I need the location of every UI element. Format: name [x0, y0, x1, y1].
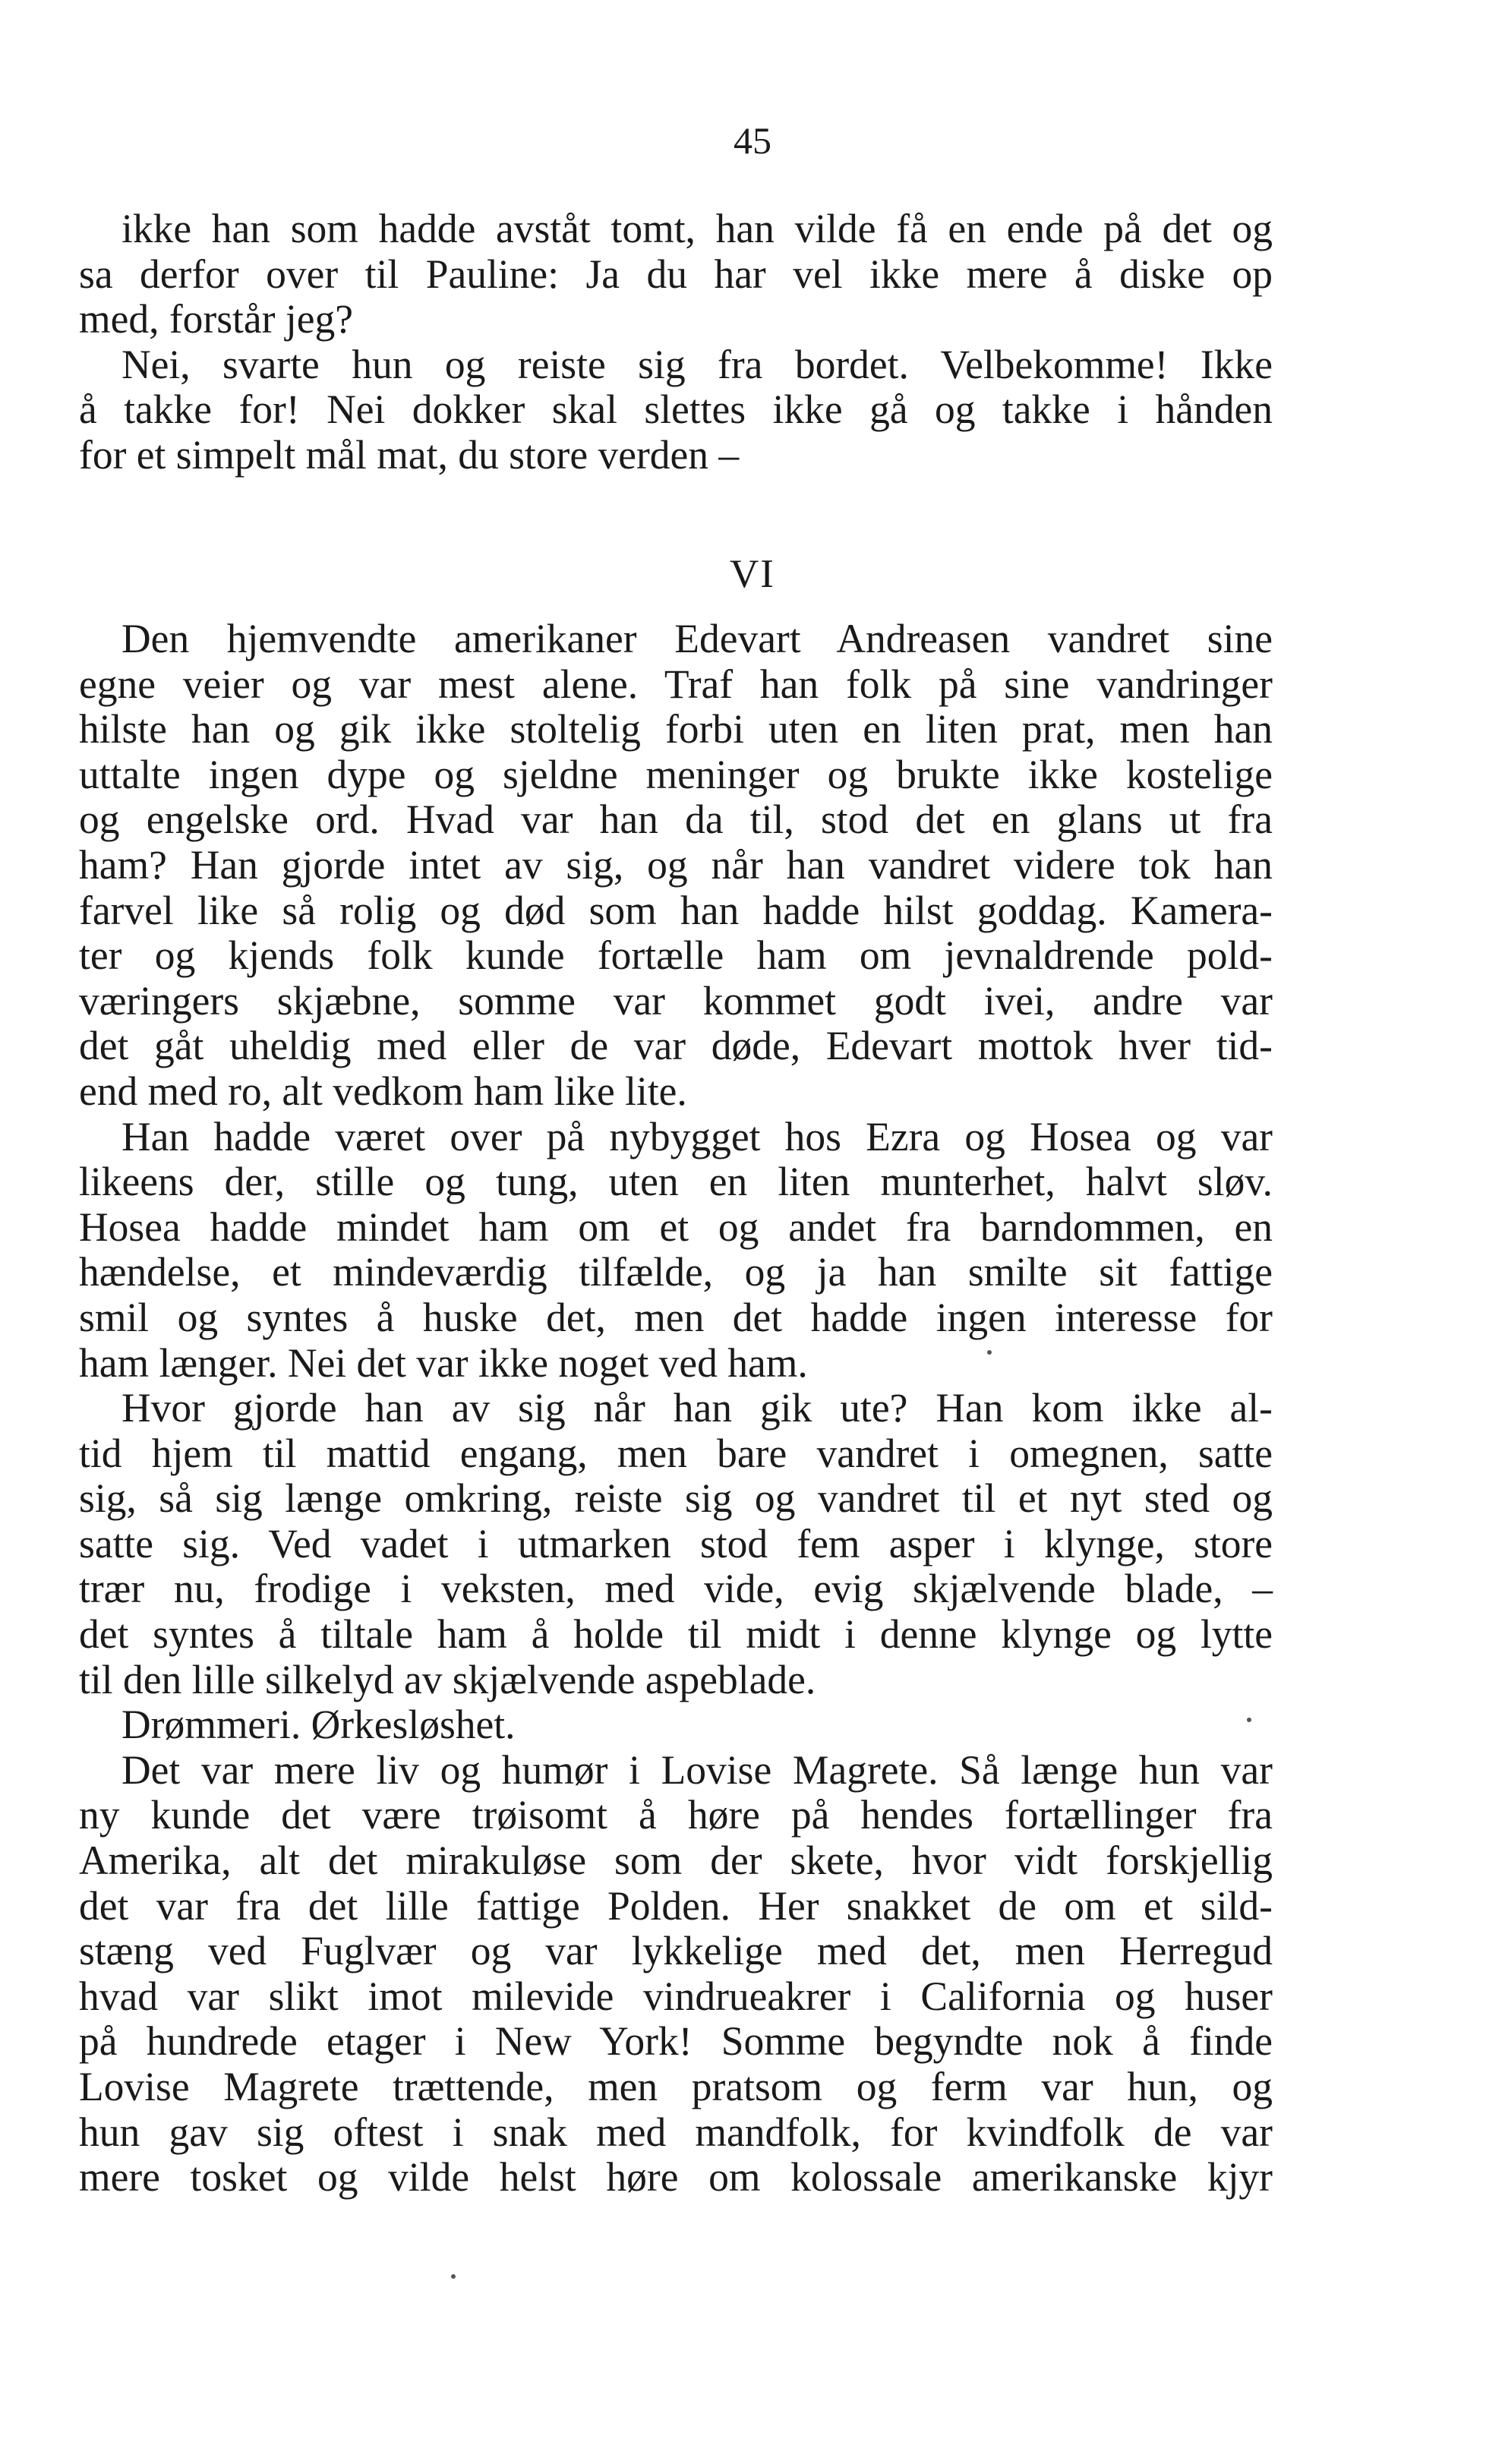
text-line: Amerika, alt det mirakuløse som der skete, hvor vidt forskjellig	[79, 1838, 1273, 1884]
print-speck	[1247, 1718, 1251, 1722]
text-line: hun gav sig oftest i snak med mandfolk, for kvindfolk de var	[79, 2109, 1273, 2155]
text-line: og engelske ord. Hvad var han da til, stod det en glans ut fra	[79, 797, 1273, 843]
text-line: hændelse, et mindeværdig tilfælde, og ja han smilte sit fattige	[79, 1249, 1273, 1295]
text-line: ham længer. Nei det var ikke noget ved ham.	[79, 1339, 808, 1386]
text-line: hilste han og gik ikke stoltelig forbi uten en liten prat, men han	[79, 706, 1273, 752]
text-line: det var fra det lille fattige Polden. Her snakket de om et sild-	[79, 1882, 1273, 1929]
text-line: ter og kjends folk kunde fortælle ham om jevnaldrende pold-	[79, 932, 1273, 979]
text-line: Hosea hadde mindet ham om et og andet fra barndommen, en	[79, 1204, 1273, 1250]
text-block-top	[79, 207, 1273, 478]
text-line: det syntes å tiltale ham å holde til midt i denne klynge og lytte	[79, 1611, 1273, 1658]
text-line: Den hjemvendte amerikaner Edevart Andreasen vandret sine	[121, 616, 1273, 661]
text-line: å takke for! Nei dokker skal slettes ikke gå og takke i hånden	[79, 386, 1273, 433]
text-line: sig, så sig længe omkring, reiste sig og vandret til et nyt sted og	[79, 1475, 1273, 1522]
text-line: til den lille silkelyd av skjælvende aspeblade.	[79, 1656, 816, 1702]
text-line: ny kunde det være trøisomt å høre på hendes fortællinger fra	[79, 1792, 1273, 1838]
text-line: det gåt uheldig med eller de var døde, Edevart mottok hver tid-	[79, 1023, 1273, 1069]
text-line: end med ro, alt vedkom ham like lite.	[79, 1068, 687, 1114]
page-number: 45	[734, 119, 771, 162]
text-line: ikke han som hadde avståt tomt, han vilde få en ende på det og	[121, 206, 1273, 251]
text-line: Hvor gjorde han av sig når han gik ute? Han kom ikke al-	[121, 1385, 1273, 1431]
chapter-heading: VI	[730, 552, 775, 596]
text-line: på hundrede etager i New York! Somme begyndte nok å finde	[79, 2018, 1273, 2065]
text-line: stæng ved Fuglvær og var lykkelige med det, men Herregud	[79, 1928, 1273, 1974]
text-block-main	[79, 617, 1273, 2201]
text-line: egne veier og var mest alene. Traf han folk på sine vandringer	[79, 661, 1273, 707]
text-line: satte sig. Ved vadet i utmarken stod fem asper i klynge, store	[79, 1520, 1273, 1566]
print-speck	[987, 1350, 992, 1355]
text-line: for et simpelt mål mat, du store verden –	[79, 431, 740, 478]
text-line: tid hjem til mattid engang, men bare vandret i omegnen, satte	[79, 1430, 1273, 1476]
text-line: Han hadde været over på nybygget hos Ezra og Hosea og var	[121, 1113, 1273, 1159]
text-line: væringers skjæbne, somme var kommet godt ivei, andre var	[79, 977, 1273, 1024]
text-line: Nei, svarte hun og reiste sig fra bordet. Velbekomme! Ikke	[121, 341, 1273, 387]
text-line: Det var mere liv og humør i Lovise Magrete. Så længe hun var	[121, 1746, 1273, 1793]
print-speck	[451, 2274, 456, 2279]
text-line: uttalte ingen dype og sjeldne meninger og brukte ikke kostelige	[79, 751, 1273, 797]
text-line: trær nu, frodige i veksten, med vide, evig skjælvende blade, –	[79, 1566, 1273, 1612]
text-line: Drømmeri. Ørkesløshet.	[121, 1702, 516, 1748]
text-line: mere tosket og vilde helst høre om kolossale amerikanske kjyr	[79, 2154, 1273, 2201]
text-line: med, forstår jeg?	[79, 296, 353, 342]
text-line: Lovise Magrete trættende, men pratsom og ferm var hun, og	[79, 2064, 1273, 2109]
text-line: smil og syntes å huske det, men det hadde ingen interesse for	[79, 1294, 1273, 1340]
text-line: hvad var slikt imot milevide vindrueakrer i California og huser	[79, 1973, 1273, 2019]
text-line: farvel like så rolig og død som han hadde hilst goddag. Kamera-	[79, 887, 1273, 933]
text-line: likeens der, stille og tung, uten en liten munterhet, halvt sløv.	[79, 1159, 1273, 1205]
text-line: sa derfor over til Pauline: Ja du har vel ikke mere å diske op	[79, 251, 1273, 297]
text-line: ham? Han gjorde intet av sig, og når han vandret videre tok han	[79, 841, 1273, 888]
